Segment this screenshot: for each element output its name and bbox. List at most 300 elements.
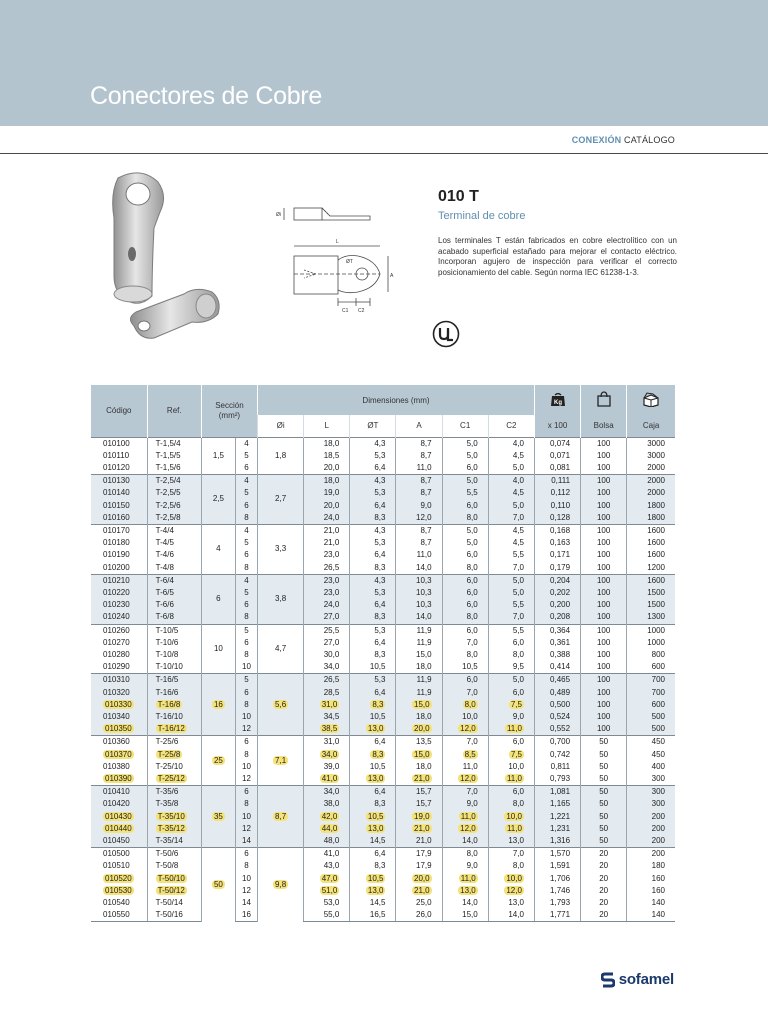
cell-a	[396, 687, 442, 699]
drawing-label-a: A	[390, 273, 394, 279]
cell-seccion-sub	[235, 611, 257, 624]
cell-caja-value: 180	[651, 861, 665, 871]
cell-x100-value: 1,570	[550, 849, 571, 859]
cell-codigo	[91, 687, 147, 699]
cell-ref	[147, 736, 201, 749]
cell-c1-value: 8,5	[464, 749, 476, 759]
cell-c1	[442, 475, 488, 488]
header-rule	[0, 153, 768, 154]
cell-a	[396, 450, 442, 462]
cell-l-value: 23,0	[323, 550, 340, 560]
col-ref: Ref.	[147, 385, 201, 437]
cell-x100	[534, 835, 580, 848]
cell-x100-value: 1,746	[550, 885, 571, 895]
cell-a-value: 25,0	[416, 898, 432, 908]
cell-ot-value: 5,3	[374, 587, 386, 597]
cell-ot	[350, 549, 396, 561]
cell-x100	[534, 823, 580, 835]
cell-x100	[534, 687, 580, 699]
cell-ref	[147, 661, 201, 674]
cell-x100	[534, 711, 580, 723]
table-row	[91, 687, 675, 699]
cell-c2-value: 8,0	[512, 649, 524, 659]
cell-bolsa	[581, 885, 627, 897]
cell-caja-value: 500	[651, 724, 665, 734]
table-row	[91, 909, 675, 922]
cell-ref	[147, 562, 201, 575]
cell-a	[396, 649, 442, 661]
col-bolsa: Bolsa	[581, 415, 627, 437]
table-row	[91, 873, 675, 885]
cell-c2-value: 11,0	[506, 773, 522, 783]
cell-l-value: 21,0	[323, 525, 340, 535]
cell-seccion-sub-value: 14	[242, 898, 251, 908]
col-oi: Øi	[258, 415, 304, 437]
cell-bolsa	[581, 786, 627, 799]
cell-l-value: 30,0	[323, 649, 340, 659]
cell-seccion-sub-value: 5	[244, 450, 249, 460]
cell-ot	[350, 661, 396, 674]
cell-c1	[442, 798, 488, 810]
cell-x100-value: 0,168	[550, 525, 571, 535]
cell-x100-value: 0,208	[550, 612, 571, 622]
cell-l	[304, 462, 350, 475]
cell-bolsa-value: 50	[599, 761, 609, 771]
cell-caja	[627, 897, 675, 909]
cell-ot-value: 6,4	[374, 600, 386, 610]
cell-ot	[350, 500, 396, 512]
cell-l	[304, 562, 350, 575]
cell-caja	[627, 761, 675, 773]
cell-seccion-sub-value: 4	[244, 438, 249, 448]
cell-l	[304, 699, 350, 711]
cell-l	[304, 649, 350, 661]
cell-c1-value: 7,0	[466, 787, 478, 797]
cell-l	[304, 661, 350, 674]
cell-c1	[442, 562, 488, 575]
cell-caja	[627, 798, 675, 810]
cell-ref	[147, 437, 201, 450]
cell-bolsa	[581, 661, 627, 674]
cell-codigo-value: 010280	[103, 649, 130, 659]
cell-codigo	[91, 512, 147, 525]
cell-a-value: 18,0	[416, 761, 432, 771]
cell-seccion	[201, 848, 235, 922]
table-row	[91, 897, 675, 909]
cell-ot	[350, 699, 396, 711]
cell-bolsa-value: 100	[596, 649, 611, 659]
cell-x100	[534, 487, 580, 499]
cell-seccion-sub-value: 8	[244, 512, 249, 522]
cell-c2-value: 10,0	[506, 873, 522, 883]
cell-c2-value: 10,0	[508, 761, 524, 771]
cell-caja	[627, 574, 675, 587]
cell-bolsa-value: 100	[596, 538, 611, 548]
cell-a	[396, 773, 442, 786]
cell-c2	[488, 500, 534, 512]
cell-c1-value: 11,0	[460, 811, 476, 821]
cell-bolsa	[581, 624, 627, 637]
cell-codigo-value: 010430	[105, 811, 132, 821]
cell-l-value: 20,0	[323, 500, 340, 510]
cell-a-value: 9,0	[420, 500, 432, 510]
cell-ot-value: 8,3	[374, 512, 386, 522]
cell-ref-value: T-1,5/4	[155, 438, 181, 448]
cell-a-value: 8,7	[420, 525, 432, 535]
cell-a	[396, 599, 442, 611]
cell-ref	[147, 885, 201, 897]
cell-a	[396, 761, 442, 773]
cell-c2-value: 7,5	[510, 699, 522, 709]
cell-c1-value: 5,0	[466, 438, 478, 448]
table-row	[91, 661, 675, 674]
cell-ot	[350, 736, 396, 749]
cell-codigo-value: 010550	[103, 910, 130, 920]
cell-a	[396, 736, 442, 749]
cell-bolsa-value: 20	[599, 885, 609, 895]
cell-ref	[147, 611, 201, 624]
cell-ot	[350, 860, 396, 872]
cell-a	[396, 897, 442, 909]
cell-c2-value: 11,0	[506, 823, 522, 833]
cell-c1	[442, 687, 488, 699]
cell-ref	[147, 749, 201, 761]
cell-oi-value: 9,8	[275, 879, 287, 889]
cell-a-value: 12,0	[416, 512, 432, 522]
cell-c2	[488, 674, 534, 687]
cell-ot	[350, 798, 396, 810]
cell-a-value: 10,3	[416, 575, 432, 585]
cell-caja	[627, 637, 675, 649]
cell-seccion	[201, 786, 235, 848]
table-row	[91, 885, 675, 897]
cell-ot-value: 13,0	[367, 885, 384, 895]
cell-a-value: 8,7	[420, 450, 432, 460]
cell-x100	[534, 637, 580, 649]
cell-c2	[488, 835, 534, 848]
cell-codigo-value: 010140	[103, 488, 130, 498]
cell-ref-value: T-25/10	[155, 761, 183, 771]
cell-ot-value: 5,3	[374, 625, 386, 635]
col-ot: ØT	[350, 415, 396, 437]
cell-x100-value: 0,200	[550, 600, 571, 610]
cell-seccion-sub	[235, 860, 257, 872]
cell-a-value: 20,0	[414, 873, 430, 883]
cell-x100	[534, 524, 580, 537]
cell-ref-value: T-25/12	[157, 773, 185, 783]
cell-bolsa-value: 50	[599, 787, 609, 797]
cell-c2	[488, 574, 534, 587]
cell-x100-value: 0,388	[550, 649, 571, 659]
cell-x100	[534, 674, 580, 687]
cell-x100	[534, 761, 580, 773]
product-name: Terminal de cobre	[438, 210, 526, 222]
cell-a	[396, 524, 442, 537]
cell-caja-value: 160	[651, 873, 665, 883]
cell-codigo	[91, 587, 147, 599]
cell-ref-value: T-50/6	[155, 849, 179, 859]
cell-ot	[350, 537, 396, 549]
cell-c2	[488, 462, 534, 475]
cell-x100	[534, 798, 580, 810]
cell-ref	[147, 835, 201, 848]
cell-codigo-value: 010370	[105, 749, 132, 759]
cell-c1-value: 12,0	[460, 724, 476, 734]
cell-seccion-sub-value: 6	[244, 787, 249, 797]
cell-ref-value: T-2,5/5	[155, 488, 181, 498]
cell-seccion-sub-value: 6	[244, 687, 249, 697]
cell-c1-value: 6,0	[466, 575, 478, 585]
cell-codigo-value: 010160	[103, 512, 130, 522]
cell-c1-value: 6,0	[466, 625, 478, 635]
cell-a	[396, 674, 442, 687]
cell-caja	[627, 475, 675, 488]
cell-x100	[534, 811, 580, 823]
cell-seccion-sub-value: 8	[244, 562, 249, 572]
cell-c1-value: 11,0	[460, 873, 476, 883]
cell-seccion-sub-value: 14	[242, 836, 251, 845]
cell-c1	[442, 649, 488, 661]
cell-caja	[627, 773, 675, 786]
cell-ref	[147, 897, 201, 909]
cell-seccion-sub	[235, 500, 257, 512]
cell-ot-value: 4,3	[374, 525, 386, 535]
table-row	[91, 711, 675, 723]
cell-x100	[534, 699, 580, 711]
cell-caja-value: 1500	[647, 587, 665, 597]
cell-c2-value: 4,5	[512, 538, 524, 548]
cell-caja-value: 500	[651, 711, 665, 721]
cell-c1	[442, 885, 488, 897]
cell-c2	[488, 723, 534, 736]
cell-codigo	[91, 773, 147, 786]
cell-ot	[350, 711, 396, 723]
cell-c2	[488, 487, 534, 499]
cell-ref-value: T-50/12	[157, 885, 185, 895]
cell-ot	[350, 487, 396, 499]
cell-x100-value: 0,489	[550, 687, 571, 697]
cell-bolsa	[581, 649, 627, 661]
cell-codigo	[91, 736, 147, 749]
cell-c1	[442, 549, 488, 561]
cell-a-value: 11,0	[416, 550, 432, 560]
cell-seccion-sub	[235, 811, 257, 823]
cell-l-value: 20,0	[323, 462, 340, 472]
cell-seccion-sub	[235, 885, 257, 897]
table-row	[91, 835, 675, 848]
cell-caja-value: 200	[651, 811, 665, 821]
cell-caja-value: 600	[651, 662, 665, 672]
cell-seccion-sub-value: 12	[242, 885, 251, 895]
cell-c1	[442, 897, 488, 909]
cell-bolsa-value: 20	[599, 861, 609, 871]
cell-bolsa-value: 20	[599, 898, 609, 908]
cell-x100	[534, 512, 580, 525]
cell-l-value: 38,0	[323, 799, 340, 809]
cell-ot-value: 4,3	[374, 575, 386, 585]
cell-x100-value: 0,110	[550, 500, 571, 510]
cell-seccion-sub-value: 12	[242, 773, 251, 783]
cell-ot	[350, 637, 396, 649]
cell-bolsa-value: 100	[596, 625, 611, 635]
cell-codigo	[91, 909, 147, 922]
cell-caja	[627, 909, 675, 922]
cell-bolsa	[581, 637, 627, 649]
cell-seccion-sub	[235, 823, 257, 835]
cell-seccion-sub-value: 4	[244, 476, 249, 486]
cell-x100-value: 0,179	[550, 562, 571, 572]
cell-codigo-value: 010110	[103, 450, 130, 460]
cell-bolsa-value: 100	[596, 562, 611, 572]
cell-x100-value: 0,071	[550, 450, 571, 460]
cell-c2	[488, 649, 534, 661]
cell-x100	[534, 500, 580, 512]
cell-bolsa-value: 100	[596, 462, 611, 472]
cell-c2-value: 5,5	[512, 550, 524, 560]
page-title: Conectores de Cobre	[90, 82, 322, 110]
cell-bolsa-value: 100	[596, 600, 611, 610]
cell-caja	[627, 537, 675, 549]
cell-c1	[442, 873, 488, 885]
cell-c2	[488, 699, 534, 711]
cell-c1	[442, 761, 488, 773]
cell-caja-value: 450	[651, 749, 665, 759]
cell-codigo	[91, 848, 147, 861]
cell-c1-value: 13,0	[460, 885, 476, 895]
cell-a	[396, 873, 442, 885]
cell-caja	[627, 811, 675, 823]
cell-ot-value: 10,5	[369, 711, 386, 721]
cell-bolsa-value: 100	[596, 575, 611, 585]
cell-seccion	[201, 475, 235, 525]
cell-seccion-sub	[235, 487, 257, 499]
cell-x100-value: 1,706	[550, 873, 571, 883]
cell-l-value: 21,0	[323, 538, 340, 548]
cell-x100-value: 1,316	[550, 836, 571, 845]
cell-l-value: 44,0	[321, 823, 338, 833]
cell-ot-value: 8,3	[372, 749, 384, 759]
cell-l-value: 34,0	[323, 662, 340, 672]
cell-c1-value: 10,5	[462, 662, 478, 672]
cell-ot	[350, 761, 396, 773]
cell-a	[396, 860, 442, 872]
cell-x100	[534, 736, 580, 749]
cell-ot-value: 8,3	[374, 861, 386, 871]
cell-a-value: 15,0	[416, 649, 432, 659]
cell-seccion-sub-value: 6	[244, 600, 249, 610]
cell-x100-value: 0,361	[550, 637, 571, 647]
cell-ot-value: 13,0	[367, 724, 384, 734]
cell-ot	[350, 462, 396, 475]
cell-seccion-sub-value: 4	[244, 525, 249, 535]
cell-codigo	[91, 437, 147, 450]
cell-codigo-value: 010120	[103, 462, 130, 472]
cell-seccion	[201, 736, 235, 786]
cell-seccion-value: 25	[213, 755, 223, 765]
cell-l	[304, 798, 350, 810]
cell-a	[396, 537, 442, 549]
cell-a	[396, 909, 442, 922]
cell-a	[396, 835, 442, 848]
cell-bolsa-value: 20	[599, 873, 609, 883]
cell-c1-value: 6,0	[466, 675, 478, 685]
cell-ref-value: T-6/6	[155, 600, 174, 610]
cell-c2-value: 4,5	[512, 488, 524, 498]
cell-seccion-sub	[235, 475, 257, 488]
cell-ot-value: 6,4	[374, 849, 386, 859]
cell-ot-value: 8,3	[374, 649, 386, 659]
cell-codigo-value: 010240	[103, 612, 130, 622]
cell-ref-value: T-10/5	[155, 625, 179, 635]
cell-a	[396, 749, 442, 761]
cell-ref	[147, 537, 201, 549]
cell-seccion-sub-value: 5	[244, 675, 249, 685]
cell-c1-value: 10,0	[462, 711, 478, 721]
table-row	[91, 723, 675, 736]
cell-a	[396, 885, 442, 897]
cell-l-value: 25,5	[323, 625, 340, 635]
cell-l	[304, 599, 350, 611]
cell-caja	[627, 848, 675, 861]
cell-seccion-value: 4	[216, 544, 221, 554]
cell-l	[304, 811, 350, 823]
cell-a-value: 15,7	[416, 787, 432, 797]
cell-a	[396, 823, 442, 835]
cell-seccion-sub	[235, 524, 257, 537]
cell-codigo	[91, 611, 147, 624]
table-row	[91, 860, 675, 872]
cell-ref	[147, 512, 201, 525]
cell-c1-value: 8,0	[466, 612, 478, 622]
cell-x100	[534, 860, 580, 872]
cell-a	[396, 549, 442, 561]
cell-ref-value: T-2,5/6	[155, 500, 181, 510]
cell-seccion-sub	[235, 437, 257, 450]
cell-x100-value: 0,465	[550, 675, 571, 685]
cell-a-value: 11,9	[416, 675, 432, 685]
cell-ot-value: 6,4	[374, 687, 386, 697]
cell-c2-value: 4,5	[512, 525, 524, 535]
product-photo	[96, 168, 236, 348]
cell-bolsa	[581, 823, 627, 835]
cell-bolsa	[581, 860, 627, 872]
cell-c2	[488, 848, 534, 861]
cell-seccion	[201, 624, 235, 674]
cell-caja-value: 2000	[647, 476, 665, 486]
cell-codigo	[91, 661, 147, 674]
cell-c2	[488, 749, 534, 761]
cell-ref-value: T-16/10	[155, 711, 183, 721]
cell-x100	[534, 624, 580, 637]
cell-l-value: 23,0	[323, 587, 340, 597]
cell-caja	[627, 649, 675, 661]
cell-a-value: 17,9	[416, 861, 432, 871]
cell-bolsa	[581, 475, 627, 488]
cell-codigo-value: 010530	[105, 885, 132, 895]
cell-codigo	[91, 549, 147, 561]
cell-l	[304, 848, 350, 861]
cell-ref	[147, 811, 201, 823]
cell-ot	[350, 562, 396, 575]
cell-l	[304, 909, 350, 922]
cell-c2	[488, 798, 534, 810]
cell-ot	[350, 599, 396, 611]
cell-oi-value: 1,8	[275, 450, 287, 460]
cell-ot	[350, 723, 396, 736]
cell-x100-value: 0,700	[550, 737, 571, 747]
cell-a-value: 15,7	[416, 799, 432, 809]
cell-seccion-sub	[235, 848, 257, 861]
